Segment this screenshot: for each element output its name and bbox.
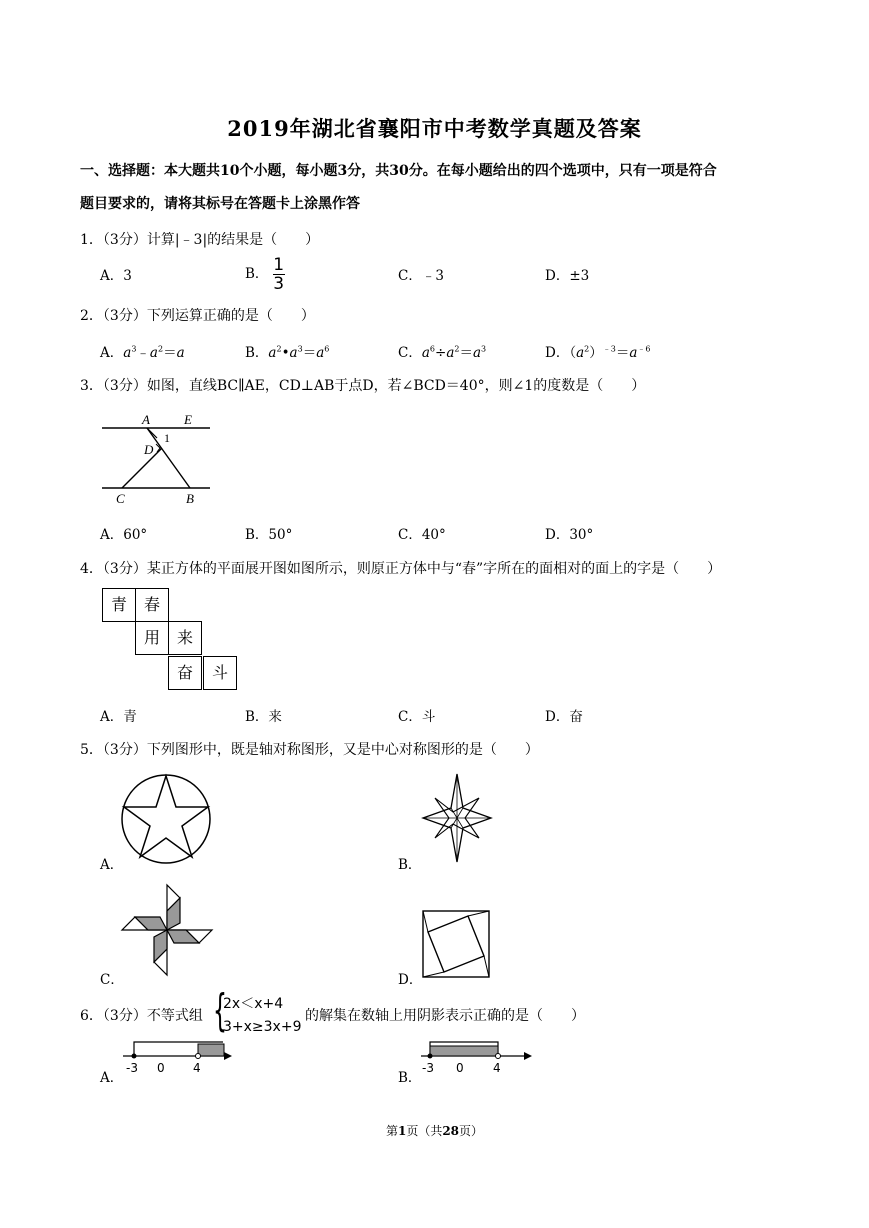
page-title: 2019年湖北省襄阳市中考数学真题及答案 — [227, 116, 642, 141]
var: a — [446, 345, 455, 361]
var: a — [268, 345, 277, 361]
pinwheel-figure — [120, 883, 215, 978]
label-a: A — [142, 412, 150, 427]
net-cell: 春 — [135, 588, 169, 622]
tick-label: 4 — [493, 1061, 501, 1075]
question-2-stem: 2．（3分）下列运算正确的是（ ） — [80, 308, 315, 324]
var: a — [123, 345, 132, 361]
question-3-stem: 3．（3分）如图，直线BC∥AE，CD⊥AB于点D，若∠BCD＝40°，则∠1的度数是（ ） — [80, 378, 646, 394]
q3-option-a: A．60° — [100, 527, 148, 543]
page-number: 1 — [397, 1124, 407, 1138]
var: a — [316, 345, 325, 361]
number-line-b — [418, 1038, 533, 1078]
question-6-stem-post: 的解集在数轴上用阴影表示正确的是（ ） — [305, 1008, 585, 1024]
tick-label: 0 — [456, 1061, 464, 1075]
net-cell: 奋 — [168, 656, 202, 690]
q4-option-b: B．来 — [245, 709, 282, 725]
exponent: 3 — [481, 344, 487, 354]
q5-option-b: B． — [398, 857, 422, 873]
equals: ＝ — [302, 345, 317, 361]
q4-option-a: A．青 — [100, 709, 137, 725]
var: a — [421, 345, 430, 361]
operator: ÷ — [435, 345, 447, 361]
net-cell: 来 — [168, 621, 202, 655]
q2-option-a — [100, 341, 185, 361]
q6-option-a: A． — [100, 1070, 124, 1086]
operator: • — [281, 345, 290, 361]
brace-icon: { — [213, 985, 227, 1036]
q2-option-c — [398, 341, 486, 361]
inequality-1: 2x＜x+4 — [223, 996, 284, 1012]
line-segment — [147, 428, 157, 438]
q1-option-b — [245, 256, 285, 293]
q4-option-d: D．奋 — [545, 709, 583, 725]
page-footer — [0, 1122, 869, 1139]
var: a — [149, 345, 158, 361]
question-4-stem: 4．（3分）某正方体的平面展开图如图所示，则原正方体中与“春”字所在的面相对的面上的字是（ ） — [80, 561, 722, 577]
net-cell: 斗 — [203, 656, 237, 690]
fraction-numerator: 1 — [273, 255, 285, 275]
equals: ＝ — [163, 345, 177, 361]
q3-parallel-lines-figure — [100, 408, 215, 508]
number-line-a — [118, 1038, 233, 1078]
footer-text: 第 — [385, 1124, 398, 1138]
exponent: 3 — [297, 344, 303, 354]
q2-c-prefix: C． — [398, 345, 422, 361]
q3-option-d: D．30° — [545, 527, 594, 543]
operator: ﹣ — [136, 345, 150, 361]
footer-text: 页） — [459, 1124, 484, 1138]
q4-option-c: C．斗 — [398, 709, 436, 725]
label-d: D — [144, 442, 154, 457]
var: a — [576, 345, 585, 361]
exponent: 2 — [584, 344, 590, 354]
q2-b-prefix: B． — [245, 345, 269, 361]
line-cd — [122, 448, 162, 488]
tick-label: -3 — [126, 1061, 138, 1075]
q3-option-c: C．40° — [398, 527, 446, 543]
tick-label: 4 — [193, 1061, 201, 1075]
exponent: 2 — [454, 344, 460, 354]
section-heading-line1: 一、选择题：本大题共10个小题，每小题3分，共30分。在每小题给出的四个选项中，只有一项是符合 — [80, 163, 717, 179]
q5-option-a: A． — [100, 857, 124, 873]
q5-option-c: C． — [100, 972, 124, 988]
compass-star-figure — [421, 772, 493, 864]
footer-text: 页（共 — [406, 1124, 443, 1138]
var: a — [629, 345, 638, 361]
question-6-stem-pre: 6．（3分）不等式组 — [80, 1008, 203, 1024]
tick-label: -3 — [422, 1061, 434, 1075]
q2-option-b — [245, 341, 329, 361]
exponent: 3 — [131, 344, 137, 354]
tick-label: 0 — [157, 1061, 165, 1075]
equals: ＝ — [459, 345, 473, 361]
fraction-one-third — [273, 256, 285, 293]
q2-option-d — [545, 341, 650, 361]
var: a — [472, 345, 482, 361]
label-angle-1: 1 — [164, 431, 170, 445]
label-b: B — [186, 491, 194, 506]
exponent: 6 — [324, 344, 330, 354]
question-1-stem: 1．（3分）计算|﹣3|的结果是（ ） — [80, 232, 320, 248]
label-e: E — [184, 412, 192, 427]
star-in-circle-figure — [120, 773, 212, 865]
exponent: ﹣6 — [637, 344, 651, 354]
equals: ＝ — [615, 345, 630, 361]
exponent: 6 — [429, 344, 435, 354]
inequality-2: 3+x≥3x+9 — [223, 1019, 302, 1035]
exponent: ﹣3 — [602, 344, 616, 354]
net-cell: 青 — [102, 588, 136, 622]
q5-option-d: D． — [398, 972, 423, 988]
question-5-stem: 5．（3分）下列图形中，既是轴对称图形，又是中心对称图形的是（ ） — [80, 742, 539, 758]
section-heading-line2: 题目要求的，请将其标号在答题卡上涂黑作答 — [80, 196, 360, 212]
exponent: 2 — [276, 344, 282, 354]
net-cell: 用 — [135, 621, 169, 655]
square-in-square-figure — [422, 910, 490, 978]
q1-option-a: A．3 — [100, 268, 132, 284]
var: a — [289, 345, 298, 361]
q2-d-prefix: D．（ — [545, 345, 577, 361]
exponent: 2 — [157, 344, 164, 354]
var: a — [176, 345, 185, 361]
paren: ） — [589, 345, 603, 361]
label-c: C — [116, 491, 125, 506]
total-pages: 28 — [442, 1124, 460, 1138]
q1-option-d: D．±3 — [545, 268, 590, 284]
q1-option-b-prefix: B． — [245, 266, 269, 282]
q1-option-c: C．﹣3 — [398, 268, 444, 284]
q6-option-b: B． — [398, 1070, 422, 1086]
q3-option-b: B．50° — [245, 527, 293, 543]
q2-a-prefix: A． — [100, 345, 124, 361]
fraction-denominator: 3 — [273, 274, 285, 294]
